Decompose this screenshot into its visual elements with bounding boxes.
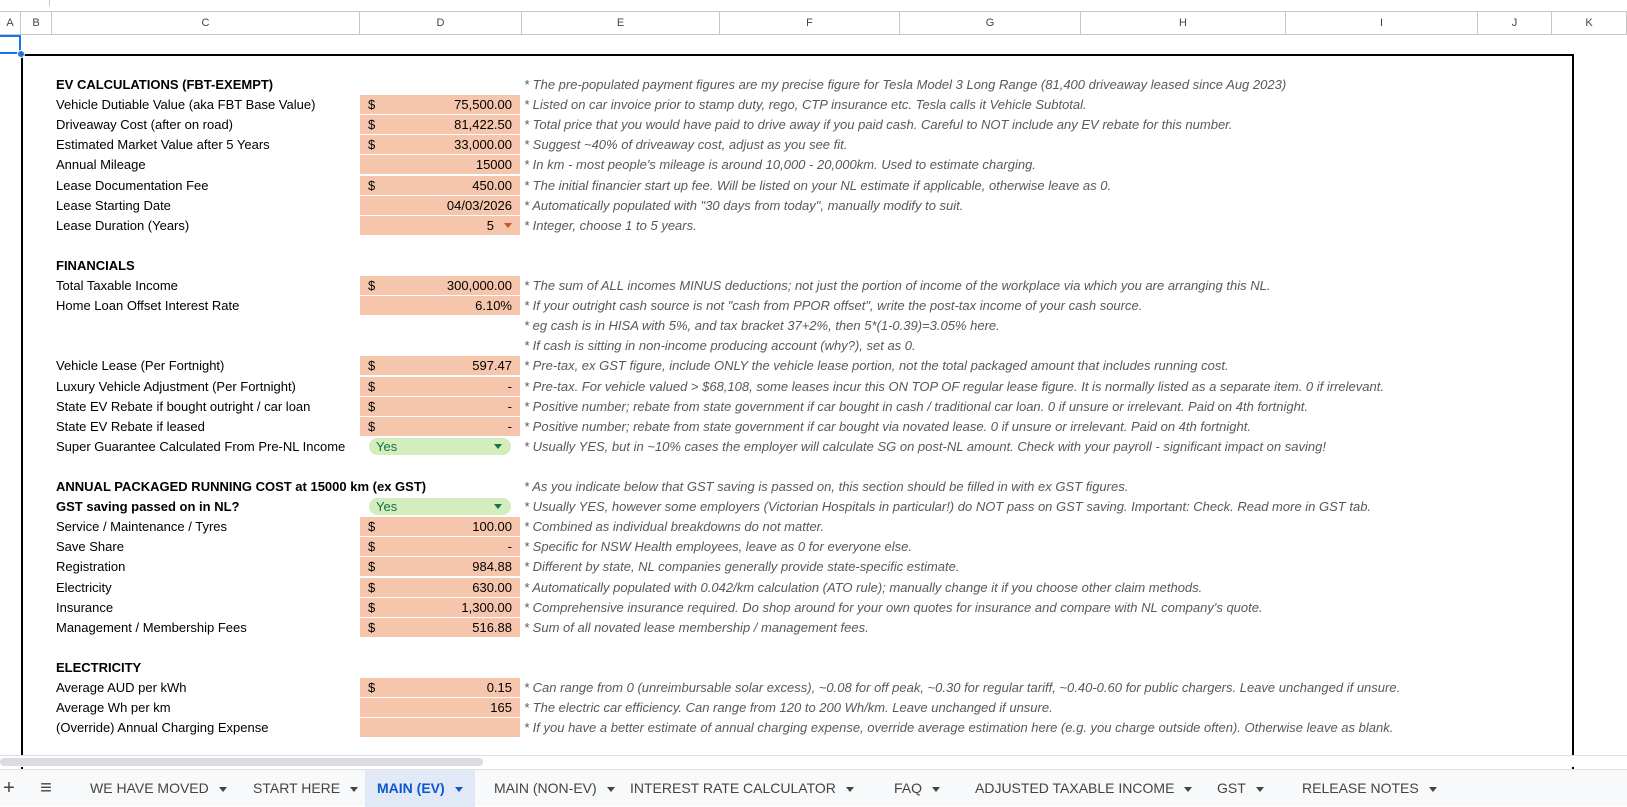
help-note: * Suggest ~40% of driveaway cost, adjust as you see fit.	[524, 137, 848, 152]
table-row	[0, 718, 1627, 738]
help-note: * As you indicate below that GST saving is passed on, this section should be filled in with ex GST figures.	[524, 479, 1129, 494]
cell-value: 984.88	[472, 559, 512, 574]
sheet-tab[interactable]	[1290, 770, 1449, 807]
help-note: * Comprehensive insurance required. Do shop around for your own quotes for insurance and compare with NL company's quote.	[524, 600, 1263, 615]
sheet-tab[interactable]	[78, 770, 239, 807]
table-row	[0, 316, 1627, 336]
field-label: Home Loan Offset Interest Rate	[56, 298, 240, 313]
section-title: FINANCIALS	[56, 258, 135, 273]
currency-symbol: $	[368, 419, 376, 434]
field-label: Average Wh per km	[56, 700, 171, 715]
table-row	[0, 196, 1627, 216]
table-row	[0, 497, 1627, 517]
tab-label: MAIN (EV)	[377, 780, 445, 796]
cell-value: 04/03/2026	[446, 198, 512, 213]
field-label: Lease Starting Date	[56, 198, 171, 213]
table-row	[0, 557, 1627, 577]
cell-value: -	[507, 419, 512, 434]
section-header-row	[0, 256, 1627, 276]
help-note: * If cash is sitting in non-income producing account (why?), set as 0.	[524, 338, 916, 353]
column-header[interactable]: J	[1478, 12, 1552, 34]
currency-symbol: $	[368, 580, 376, 595]
chevron-down-icon[interactable]	[1429, 787, 1437, 792]
sheet-tab[interactable]	[618, 770, 866, 807]
field-label: State EV Rebate if bought outright / car loan	[56, 399, 311, 414]
table-row	[0, 698, 1627, 718]
fill-handle[interactable]	[17, 50, 25, 58]
cell-value: 1,300.00	[461, 600, 512, 615]
column-header[interactable]: E	[522, 12, 720, 34]
dropdown-value: Yes	[376, 499, 398, 514]
help-note: * If your outright cash source is not "cash from PPOR offset", write the post-tax income of your cash source.	[524, 298, 1143, 313]
table-row	[0, 135, 1627, 155]
help-note: * Automatically populated with 0.042/km calculation (ATO rule); manually change it if you choose other claim methods.	[524, 580, 1203, 595]
tab-label: ADJUSTED TAXABLE INCOME	[975, 780, 1175, 796]
column-header[interactable]: C	[52, 12, 360, 34]
tab-label: GST	[1217, 780, 1246, 796]
cell-value: 630.00	[472, 580, 512, 595]
cell-value: -	[507, 539, 512, 554]
formula-bar-remnant	[0, 0, 1627, 11]
help-note: * Positive number; rebate from state government if car bought in cash / traditional car loan. 0 if unsure or irrelevant. Paid on 4th fortnight.	[524, 399, 1309, 414]
field-label: Estimated Market Value after 5 Years	[56, 137, 270, 152]
help-note: * eg cash is in HISA with 5%, and tax bracket 37+2%, then 5*(1-0.39)=3.05% here.	[524, 318, 1000, 333]
field-label: Vehicle Dutiable Value (aka FBT Base Value)	[56, 97, 316, 112]
table-row	[0, 578, 1627, 598]
section-header-row	[0, 477, 1627, 497]
chevron-down-icon[interactable]	[1256, 787, 1264, 792]
field-label: Total Taxable Income	[56, 278, 178, 293]
chevron-down-icon	[494, 504, 502, 509]
tab-label: WE HAVE MOVED	[90, 780, 209, 796]
chevron-down-icon	[494, 444, 502, 449]
table-row	[0, 336, 1627, 356]
field-label: Insurance	[56, 600, 114, 615]
help-note: * Can range from 0 (unreimbursable solar excess), ~0.08 for off peak, ~0.30 for regular tariff, ~0.40-0.60 for public chargers. Leave unchanged if unsure.	[524, 680, 1401, 695]
cell-value: 165	[490, 700, 512, 715]
input-cell[interactable]	[360, 537, 520, 556]
currency-symbol: $	[368, 399, 376, 414]
table-row	[0, 95, 1627, 115]
table-row	[0, 377, 1627, 397]
cell-value: 81,422.50	[454, 117, 512, 132]
currency-symbol: $	[368, 620, 376, 635]
column-header[interactable]: F	[720, 12, 900, 34]
table-row	[0, 155, 1627, 175]
cell-value: 5	[486, 218, 494, 233]
cell-value: 33,000.00	[454, 137, 512, 152]
currency-symbol: $	[368, 600, 376, 615]
input-cell[interactable]	[360, 377, 520, 396]
input-cell[interactable]	[360, 176, 520, 195]
table-row	[0, 115, 1627, 135]
sheet-tab[interactable]	[1205, 770, 1276, 807]
currency-symbol: $	[368, 278, 376, 293]
cell-value: 15000	[475, 157, 512, 172]
help-note: * If you have a better estimate of annual charging expense, override average estimation here (e.g. you charge outside often). Otherwise leave as blank.	[524, 720, 1394, 735]
input-cell[interactable]	[360, 155, 520, 174]
column-header[interactable]: D	[360, 12, 522, 34]
dropdown-chip[interactable]	[369, 498, 511, 515]
chevron-down-icon[interactable]	[350, 787, 358, 792]
currency-symbol: $	[368, 379, 376, 394]
cell-value: 75,500.00	[454, 97, 512, 112]
table-row	[0, 276, 1627, 296]
column-header[interactable]: I	[1286, 12, 1478, 34]
input-cell[interactable]	[360, 698, 520, 717]
field-label: Average AUD per kWh	[56, 680, 187, 695]
sheet-tab[interactable]	[365, 770, 475, 807]
input-cell[interactable]	[360, 718, 520, 737]
table-row	[0, 437, 1627, 457]
input-cell[interactable]	[360, 397, 520, 416]
section-header-row	[0, 658, 1627, 678]
tab-label: MAIN (NON-EV)	[494, 780, 597, 796]
input-cell[interactable]	[360, 216, 520, 235]
currency-symbol: $	[368, 117, 376, 132]
column-header[interactable]: G	[900, 12, 1081, 34]
input-cell[interactable]	[360, 196, 520, 215]
field-label: Lease Duration (Years)	[56, 218, 190, 233]
cell-value: 0.15	[486, 680, 512, 695]
input-cell[interactable]	[360, 598, 520, 617]
help-note: * Listed on car invoice prior to stamp duty, rego, CTP insurance etc. Tesla calls it Vehicle Subtotal.	[524, 97, 1087, 112]
chevron-down-icon[interactable]	[1184, 787, 1192, 792]
dropdown-chip[interactable]	[369, 438, 511, 455]
currency-symbol: $	[368, 97, 376, 112]
help-note: * Different by state, NL companies generally provide state-specific estimate.	[524, 559, 960, 574]
table-row	[0, 537, 1627, 557]
field-label: Driveaway Cost (after on road)	[56, 117, 234, 132]
table-row	[0, 296, 1627, 316]
table-row	[0, 176, 1627, 196]
cell-value: 6.10%	[475, 298, 512, 313]
currency-symbol: $	[368, 680, 376, 695]
help-note: * Pre-tax, ex GST figure, include ONLY the vehicle lease portion, not the total packaged amount that includes running cost.	[524, 358, 1229, 373]
section-title: ELECTRICITY	[56, 660, 142, 675]
table-row	[0, 618, 1627, 638]
field-label: Vehicle Lease (Per Fortnight)	[56, 358, 225, 373]
help-note: * Total price that you would have paid to drive away if you paid cash. Careful to NOT include any EV rebate for this number.	[524, 117, 1233, 132]
field-label: Registration	[56, 559, 126, 574]
help-note: * Positive number; rebate from state government if car bought via novated lease. 0 if unsure or irrelevant. Paid on 4th fortnight.	[524, 419, 1251, 434]
field-label: Super Guarantee Calculated From Pre-NL Income	[56, 439, 346, 454]
help-note: * The pre-populated payment figures are my precise figure for Tesla Model 3 Long Range (81,400 driveaway leased since Aug 2023)	[524, 77, 1287, 92]
input-cell[interactable]	[360, 296, 520, 315]
help-note: * Specific for NSW Health employees, leave as 0 for everyone else.	[524, 539, 913, 554]
help-note: * Pre-tax. For vehicle valued > $68,108, some leases incur this ON TOP OF regular lease figure. It is normally listed as a separate item. 0 if irrelevant.	[524, 379, 1384, 394]
table-row	[0, 598, 1627, 618]
field-label: (Override) Annual Charging Expense	[56, 720, 269, 735]
chevron-down-icon[interactable]	[846, 787, 854, 792]
tab-label: START HERE	[253, 780, 341, 796]
help-note: * Sum of all novated lease membership / management fees.	[524, 620, 869, 635]
field-label: Luxury Vehicle Adjustment (Per Fortnight)	[56, 379, 296, 394]
divider	[49, 0, 50, 6]
table-row	[0, 678, 1627, 698]
scrollbar-thumb[interactable]	[0, 758, 483, 766]
column-header[interactable]: K	[1552, 12, 1627, 34]
table-row	[0, 417, 1627, 437]
input-cell[interactable]	[360, 517, 520, 536]
cell-value: 516.88	[472, 620, 512, 635]
cell-value: -	[507, 399, 512, 414]
help-note: * Usually YES, but in ~10% cases the employer will calculate SG on post-NL amount. Check with your payroll - significant impact on saving!	[524, 439, 1326, 454]
cell-value: -	[507, 379, 512, 394]
section-header-row	[0, 75, 1627, 95]
section-title: EV CALCULATIONS (FBT-EXEMPT)	[56, 77, 274, 92]
field-label: Lease Documentation Fee	[56, 178, 209, 193]
column-header[interactable]: H	[1081, 12, 1286, 34]
sheet-tab[interactable]	[882, 770, 952, 807]
help-note: * Usually YES, however some employers (Victorian Hospitals in particular!) do NOT pass on GST saving. Important: Check. Read more in GST tab.	[524, 499, 1372, 514]
help-note: * Combined as individual breakdowns do not matter.	[524, 519, 825, 534]
tab-label: RELEASE NOTES	[1302, 780, 1419, 796]
input-cell[interactable]	[360, 276, 520, 295]
cell-value: 450.00	[472, 178, 512, 193]
chevron-down-icon[interactable]	[455, 787, 463, 792]
currency-symbol: $	[368, 358, 376, 373]
cell-value: 597.47	[472, 358, 512, 373]
table-row	[0, 216, 1627, 236]
tab-label: INTEREST RATE CALCULATOR	[630, 780, 836, 796]
table-row	[0, 517, 1627, 537]
currency-symbol: $	[368, 137, 376, 152]
table-row	[0, 356, 1627, 376]
chevron-down-icon[interactable]	[932, 787, 940, 792]
input-cell[interactable]	[360, 557, 520, 576]
input-cell[interactable]	[360, 135, 520, 154]
input-cell[interactable]	[360, 578, 520, 597]
section-title: ANNUAL PACKAGED RUNNING COST at 15000 km (ex GST)	[56, 479, 427, 494]
chevron-down-icon[interactable]	[607, 787, 615, 792]
currency-symbol: $	[368, 178, 376, 193]
help-note: * Integer, choose 1 to 5 years.	[524, 218, 697, 233]
currency-symbol: $	[368, 539, 376, 554]
sheet-tab-bar	[0, 769, 1627, 806]
input-cell[interactable]	[360, 678, 520, 697]
dropdown-value: Yes	[376, 439, 398, 454]
input-cell[interactable]	[360, 356, 520, 375]
field-label: State EV Rebate if leased	[56, 419, 205, 434]
horizontal-scrollbar[interactable]	[0, 755, 1627, 767]
input-cell[interactable]	[360, 95, 520, 114]
currency-symbol: $	[368, 519, 376, 534]
tab-label: FAQ	[894, 780, 923, 796]
input-cell[interactable]	[360, 618, 520, 637]
currency-symbol: $	[368, 559, 376, 574]
all-sheets-menu-icon[interactable]: ≡	[40, 777, 52, 799]
help-note: * Automatically populated with "30 days from today", manually modify to suit.	[524, 198, 964, 213]
column-header[interactable]: A	[0, 12, 21, 34]
cell-value: 300,000.00	[446, 278, 512, 293]
sheet-tab[interactable]	[482, 770, 627, 807]
sheet-tab[interactable]	[241, 770, 370, 807]
help-note: * The electric car efficiency. Can range from 120 to 200 Wh/km. Leave unchanged if unsure.	[524, 700, 1053, 715]
help-note: * The sum of ALL incomes MINUS deductions; not just the portion of income of the workplace via which you are arranging this NL.	[524, 278, 1271, 293]
dropdown-arrow-icon[interactable]	[504, 223, 512, 228]
input-cell[interactable]	[360, 115, 520, 134]
sheet-grid[interactable]	[0, 35, 1627, 755]
chevron-down-icon[interactable]	[219, 787, 227, 792]
sheet-tab[interactable]	[963, 770, 1204, 807]
help-note: * In km - most people's mileage is around 10,000 - 20,000km. Used to estimate charging.	[524, 157, 1036, 172]
field-label: Service / Maintenance / Tyres	[56, 519, 228, 534]
add-sheet-icon[interactable]: +	[3, 777, 15, 799]
field-label: Save Share	[56, 539, 124, 554]
field-label: Electricity	[56, 580, 112, 595]
field-label: GST saving passed on in NL?	[56, 499, 240, 514]
field-label: Annual Mileage	[56, 157, 146, 172]
table-row	[0, 397, 1627, 417]
cell-value: 100.00	[472, 519, 512, 534]
field-label: Management / Membership Fees	[56, 620, 247, 635]
input-cell[interactable]	[360, 417, 520, 436]
column-header[interactable]: B	[21, 12, 52, 34]
column-headers	[0, 11, 1627, 35]
help-note: * The initial financier start up fee. Will be listed on your NL estimate if applicable, otherwise leave as 0.	[524, 178, 1112, 193]
